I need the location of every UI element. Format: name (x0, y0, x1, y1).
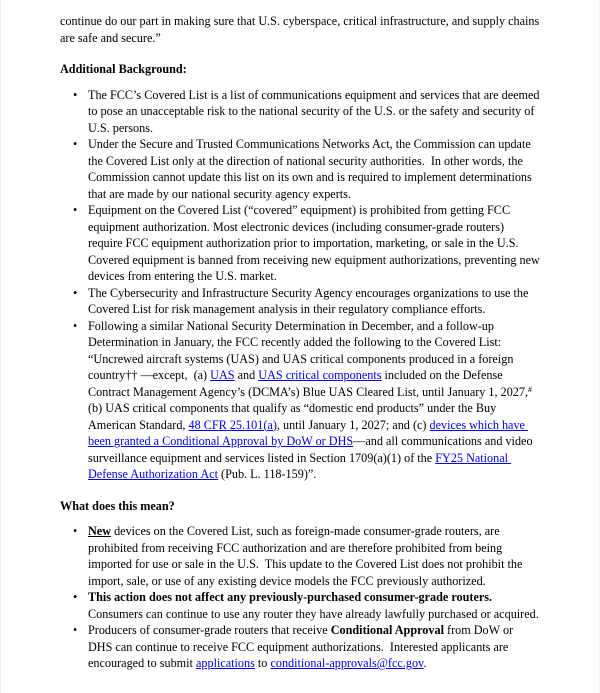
text-run: Equipment on the Covered List (“covered” equipment) is prohibited from getting FCC equipment authorization. Most electronic devices (including consumer-grade routers) require FCC equipment authorization prior to importation, marketing, or sale in the U.S. Covered equipment is banned from receiving new equipment authorizations, preventing new devices from entering the U.S. market. (88, 203, 543, 283)
bullet-list (60, 87, 543, 483)
text-run: included on the Defense Contract Management Agency’s (DCMA’s) Blue UAS Cleared List, until January 1, 2027, (88, 368, 529, 399)
text-run: Producers of consumer-grade routers that receive (88, 623, 331, 637)
bullet-item (60, 589, 540, 622)
bold-text: This action does not affect any previously-purchased consumer-grade routers. (88, 590, 493, 604)
bullet-item (60, 285, 540, 318)
section-additional-background (60, 61, 543, 483)
hyperlink[interactable]: 48 CFR 25.101(a) (188, 417, 277, 432)
section-heading: Additional Background: (60, 62, 187, 76)
text-run: Under the Secure and Trusted Communications Networks Act, the Commission can update the Covered List only at the direction of national security authorities. In other words, the Commission cannot update this list on its own and is required to implement determinations that are made by our national security agency experts. (88, 137, 535, 201)
text-run: The FCC’s Covered List is a list of communications equipment and services that are deemed to pose an unacceptable risk to the national security of the U.S. or the safety and security of U.S. persons. (88, 87, 543, 135)
hyperlink[interactable]: FY25 National Defense Authorization Act (88, 450, 512, 481)
text-run: (Pub. L. 118-159)”. (217, 467, 317, 481)
bullet-item (60, 136, 540, 202)
text-run: to (254, 656, 271, 670)
text-run: devices on the Covered List, such as foreign-made consumer-grade routers, are prohibited from receiving FCC authorization and are therefore prohibited from being imported for use or sale in the U.S. This update to the Covered List does not prohibit the import, sale, or use of any existing device models the FCC previously authorized. (88, 524, 526, 588)
bullet-item (60, 202, 543, 285)
bullet-item (60, 318, 540, 483)
bullet-list (60, 523, 540, 672)
text-run: from DoW or DHS can continue to receive FCC equipment authorizations. Interested applicants are encouraged to submit (88, 623, 517, 670)
hyperlink[interactable]: devices which have been granted a Conditional Approval by DoW or DHS (88, 417, 529, 448)
hyperlink[interactable]: UAS (210, 368, 235, 382)
hyperlink[interactable]: UAS critical components (258, 368, 382, 382)
bullet-item (60, 523, 540, 589)
text-run: The Cybersecurity and Infrastructure Security Agency encourages organizations to use the Covered List for risk management analysis in their regulatory compliance efforts. (88, 285, 532, 316)
text-run: , until January 1, 2027; and (c) (276, 417, 430, 432)
bullet-item (60, 622, 540, 672)
bold-text: Conditional Approval (330, 623, 444, 637)
section-heading: What does this mean? (60, 498, 175, 513)
intro-paragraph (60, 13, 543, 46)
text-run: . (423, 656, 427, 670)
bullet-item (60, 87, 543, 137)
hyperlink[interactable]: conditional-approvals@fcc.gov (270, 656, 424, 670)
text-run: (b) UAS critical components that qualify as “domestic end products” under the Buy American Standard, (88, 384, 539, 432)
hyperlink[interactable]: applications (195, 656, 255, 670)
text-run: and (234, 368, 259, 382)
text-run: —and all communications and video surveillance equipment and services listed in Section 1709(a)(1) of the (88, 434, 536, 465)
text-run: Following a similar National Security Determination in December, and a follow-up Determination in January, the FCC recently added the following to the Covered List: “Uncrewed aircraft systems (UAS) and UAS critical components produced in a foreign country†† —except, (a) (88, 318, 517, 382)
bold-underlined-text: New (88, 524, 112, 538)
section-what-does-this-mean (60, 498, 540, 672)
footnote-marker: # (528, 384, 533, 394)
text-run: Consumers can continue to use any router they have already lawfully purchased or acquired. (88, 590, 539, 621)
text-run: continue do our part in making sure that U.S. cyberspace, critical infrastructure, and supply chains are safe and secure.” (60, 14, 543, 45)
